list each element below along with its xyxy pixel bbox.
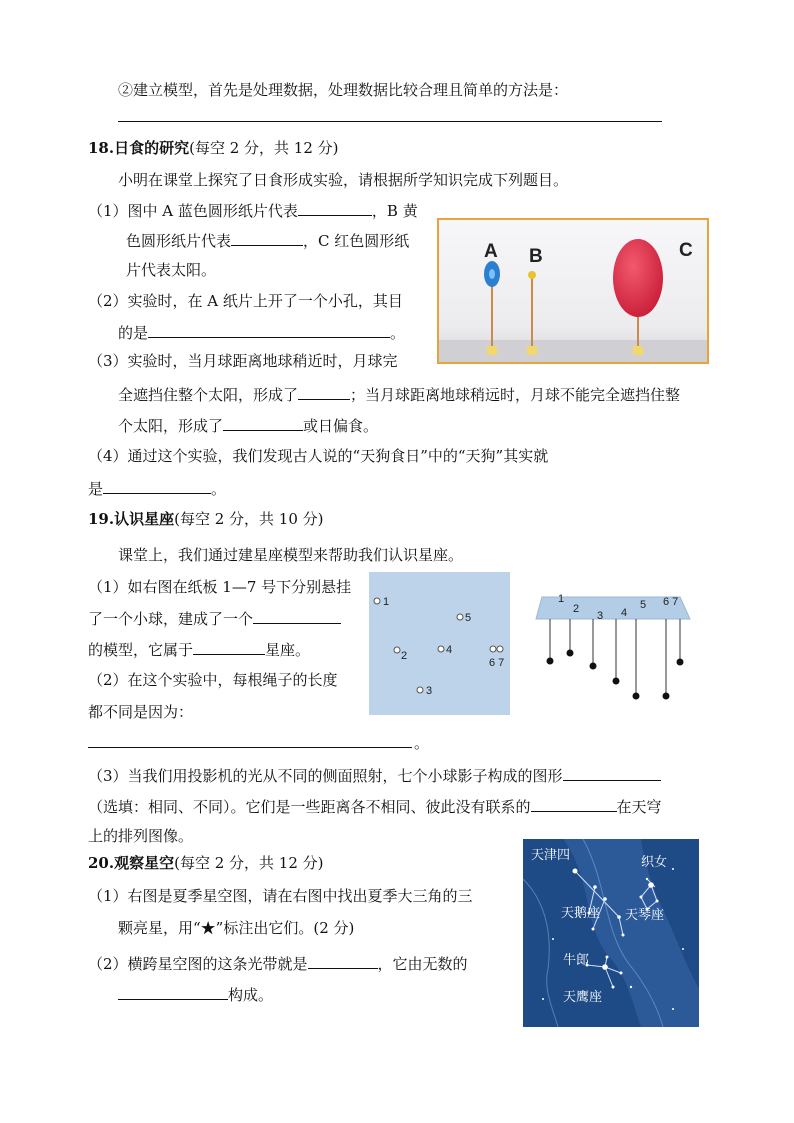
q18-p1-line1	[88, 200, 418, 221]
side-label-4: 4	[621, 607, 628, 619]
board-label-2: 2	[401, 650, 408, 662]
q19-p1-line1: （1）如右图在纸板 1—7 号下分别悬挂	[88, 578, 352, 596]
q18-p3d: 个太阳，形成了	[118, 417, 224, 435]
constellation-board-figure	[369, 572, 510, 715]
answer-blank[interactable]	[118, 121, 662, 122]
side-label-2: 2	[573, 603, 580, 615]
q19-intro: 课堂上，我们通过建星座模型来帮助我们认识星座。	[118, 546, 464, 564]
q18-p1b: ，B 黄	[371, 202, 418, 220]
board-label-67: 6 7	[489, 657, 505, 669]
q19-p1c: 的模型，它属于	[88, 641, 194, 659]
q18-p2b: 的是	[118, 324, 149, 342]
q18-p1d: ，C 红色圆形纸	[303, 232, 410, 250]
q19-title: 19.认识星座	[88, 510, 175, 528]
side-label-1: 1	[558, 593, 565, 605]
q20-p1-line2: 颗亮星，用“★”标注出它们。(2 分)	[118, 919, 355, 937]
answer-blank[interactable]	[193, 639, 265, 655]
answer-blank[interactable]	[253, 608, 341, 624]
q18-p1-line3: 片代表太阳。	[126, 261, 217, 279]
q18-p2c: 。	[390, 324, 406, 342]
map-label-tianjin: 天津四	[531, 848, 571, 863]
q18-p2-line1: （2）实验时，在 A 纸片上开了一个小孔，其目	[88, 292, 403, 310]
constellation-side-figure	[530, 585, 692, 703]
q18-p4b: 是	[88, 480, 104, 498]
answer-blank[interactable]	[223, 415, 303, 431]
q18-p4-line1: （4）通过这个实验，我们发现古人说的“天狗食日”中的“天狗”其实就	[88, 447, 549, 465]
q20-heading	[88, 853, 324, 873]
side-label-3: 3	[597, 610, 604, 622]
q20-p2b: ，它由无数的	[377, 955, 468, 973]
board-label-1: 1	[383, 596, 390, 608]
map-label-tiane: 天鹅座	[561, 906, 601, 921]
q20-score: (每空 2 分，共 12 分)	[174, 854, 324, 872]
answer-blank[interactable]	[298, 200, 372, 216]
q18-p3b: 全遮挡住整个太阳，形成了	[118, 386, 299, 404]
answer-blank[interactable]	[88, 747, 412, 748]
map-label-niulang: 牛郎	[563, 953, 590, 968]
label-c: C	[679, 240, 693, 261]
q20-p1-line1: （1）右图是夏季星空图，请在右图中找出夏季大三角的三	[88, 887, 473, 905]
q19-p1d: 星座。	[265, 641, 311, 659]
map-label-tianqin: 天琴座	[625, 908, 665, 923]
map-label-tianying: 天鹰座	[563, 990, 603, 1005]
q20-title: 20.观察星空	[88, 854, 175, 872]
q18-p4-line2	[88, 478, 226, 499]
side-label-5: 5	[640, 599, 647, 611]
answer-blank[interactable]	[148, 322, 390, 338]
answer-blank[interactable]	[531, 796, 617, 812]
q18-p3-line2	[118, 384, 680, 405]
eclipse-figure	[437, 218, 709, 364]
map-label-zhinv: 织女	[641, 855, 668, 870]
board-label-3: 3	[426, 685, 433, 697]
q18-p1a: （1）图中 A 蓝色圆形纸片代表	[88, 202, 298, 220]
answer-blank[interactable]	[563, 765, 661, 781]
board-label-5: 5	[465, 612, 472, 624]
q20-p2c: 构成。	[228, 986, 274, 1004]
q18-p1c: 色圆形纸片代表	[126, 232, 232, 250]
q19-p1-line2	[88, 608, 341, 629]
q20-p2-line2	[118, 984, 273, 1005]
q17-item2: ②建立模型，首先是处理数据，处理数据比较合理且简单的方法是：	[118, 81, 569, 99]
q18-heading	[88, 138, 339, 158]
q19-p1b: 了一个小球，建成了一个	[88, 610, 254, 628]
summer-sky-map[interactable]	[523, 839, 699, 1027]
q18-p4c: 。	[211, 480, 227, 498]
q19-score: (每空 2 分，共 10 分)	[174, 510, 324, 528]
board-label-4: 4	[446, 644, 453, 656]
q18-p1-line2	[126, 230, 409, 251]
q19-p1-line3	[88, 639, 310, 660]
answer-blank[interactable]	[308, 953, 378, 969]
q18-p2-line2	[118, 322, 405, 343]
q19-p2-line2: 都不同是因为：	[88, 703, 194, 721]
q18-intro: 小明在课堂上探究了日食形成实验，请根据所学知识完成下列题目。	[118, 171, 569, 189]
label-a: A	[484, 241, 498, 262]
answer-blank[interactable]	[118, 984, 228, 1000]
q19-p3-line1	[88, 765, 661, 786]
q18-title: 18.日食的研究	[88, 139, 190, 157]
q18-score: (每空 2 分，共 12 分)	[189, 139, 339, 157]
answer-blank[interactable]	[103, 478, 211, 494]
q18-p3-line3	[118, 415, 378, 436]
side-label-67: 6 7	[663, 596, 679, 608]
q19-p3a: （3）当我们用投影机的光从不同的侧面照射，七个小球影子构成的图形	[88, 767, 563, 785]
q19-p3b: （选填：相同、不同）。它们是一些距离各不相同、彼此没有联系的	[88, 798, 531, 816]
answer-blank[interactable]	[231, 230, 303, 246]
q18-p3e: 或日偏食。	[303, 417, 379, 435]
q19-p2-line1: （2）在这个实验中，每根绳子的长度	[88, 671, 338, 689]
q19-p2-end: 。	[414, 734, 430, 752]
q20-p2a: （2）横跨星空图的这条光带就是	[88, 955, 308, 973]
answer-blank[interactable]	[298, 384, 350, 400]
q19-p3-line2	[88, 796, 662, 817]
q18-p3-line1: （3）实验时，当月球距离地球稍近时，月球完	[88, 352, 398, 370]
q19-heading	[88, 509, 324, 529]
q19-p3-line3: 上的排列图像。	[88, 827, 194, 845]
q18-p3c: ；当月球距离地球稍远时，月球不能完全遮挡住整	[350, 386, 681, 404]
q20-p2-line1	[88, 953, 468, 974]
q19-p3c: 在天穹	[616, 798, 662, 816]
label-b: B	[529, 246, 543, 267]
